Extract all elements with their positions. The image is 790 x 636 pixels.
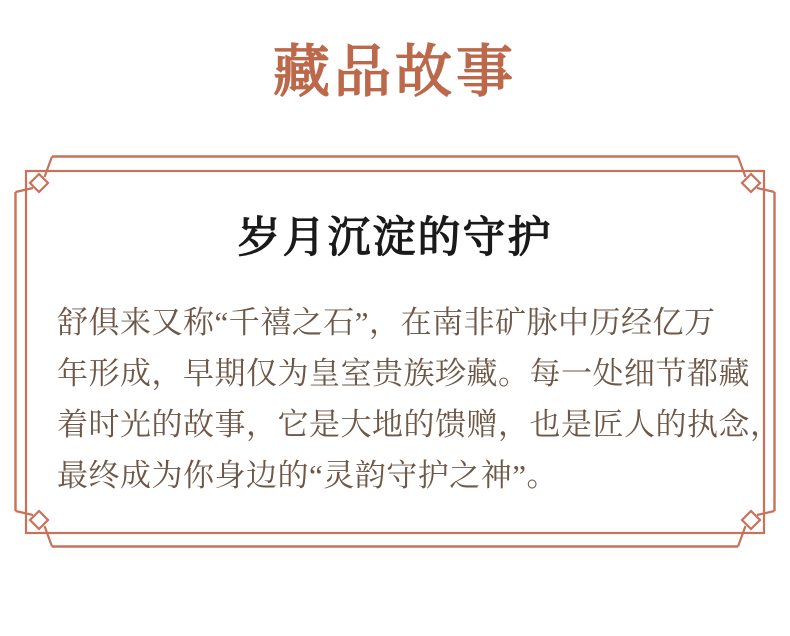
story-line-2: 年形成，早期仅为皇室贵族珍藏。每一处细节都藏 (57, 356, 750, 391)
section-title: 藏品故事 (273, 41, 517, 104)
story-line-4: 最终成为你身边的“灵韵守护之神”。 (57, 458, 559, 493)
story-heading: 岁月沉淀的守护 (237, 215, 553, 262)
story-line-3: 着时光的故事，它是大地的馈赠，也是匠人的执念， (57, 407, 782, 442)
story-line-1: 舒俱来又称“千禧之石”，在南非矿脉中历经亿万 (57, 305, 716, 340)
story-paragraph (57, 297, 782, 501)
